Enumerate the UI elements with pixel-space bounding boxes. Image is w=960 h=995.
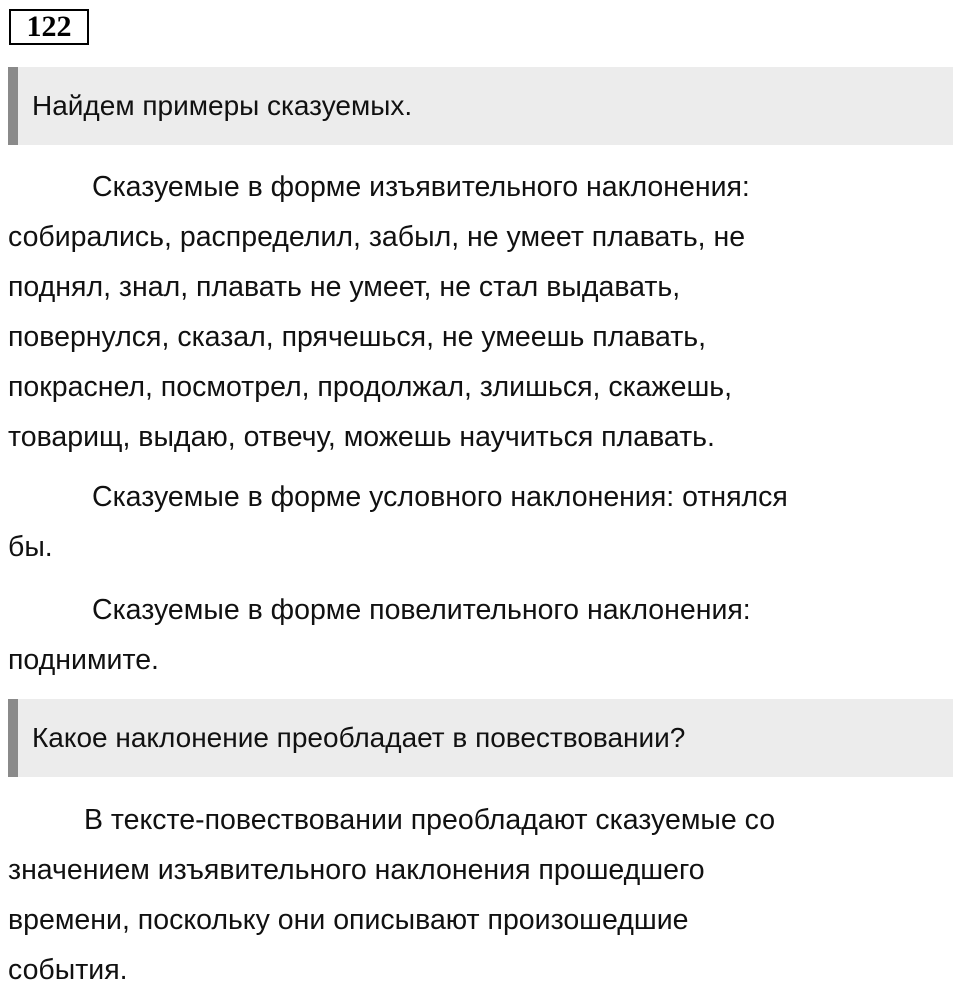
paragraph-line: В тексте-повествовании преобладают сказуемые со <box>84 804 776 836</box>
paragraph-line: значением изъявительного наклонения прошедшего <box>8 854 705 886</box>
paragraph-line: Сказуемые в форме условного наклонения: отнялся <box>92 481 788 513</box>
paragraph-line: Сказуемые в форме повелительного наклонения: <box>92 594 751 626</box>
paragraph-line: поднял, знал, плавать не умеет, не стал выдавать, <box>8 271 681 303</box>
paragraph-line: бы. <box>8 531 53 563</box>
paragraph-line: покраснел, посмотрел, продолжал, злишься, скажешь, <box>8 371 733 403</box>
paragraph-line: товарищ, выдаю, отвечу, можешь научиться плавать. <box>8 421 715 453</box>
paragraph-line: Сказуемые в форме изъявительного наклонения: <box>92 171 750 203</box>
paragraph-line: поднимите. <box>8 644 159 676</box>
paragraph-line: времени, поскольку они описывают произошедшие <box>8 904 689 936</box>
paragraph-line: повернулся, сказал, прячешься, не умеешь плавать, <box>8 321 707 353</box>
paragraph-conditional-mood <box>8 472 948 572</box>
paragraph-indicative-mood <box>8 162 948 462</box>
task-number-badge: 122 <box>9 9 89 45</box>
question-heading-predicates: Найдем примеры сказуемых. <box>8 67 953 145</box>
paragraph-line: собирались, распределил, забыл, не умеет плавать, не <box>8 221 746 253</box>
paragraph-imperative-mood <box>8 585 948 685</box>
paragraph-answer <box>8 795 948 995</box>
question-heading-prevailing-mood: Какое наклонение преобладает в повествовании? <box>8 699 953 777</box>
paragraph-line: события. <box>8 954 128 986</box>
